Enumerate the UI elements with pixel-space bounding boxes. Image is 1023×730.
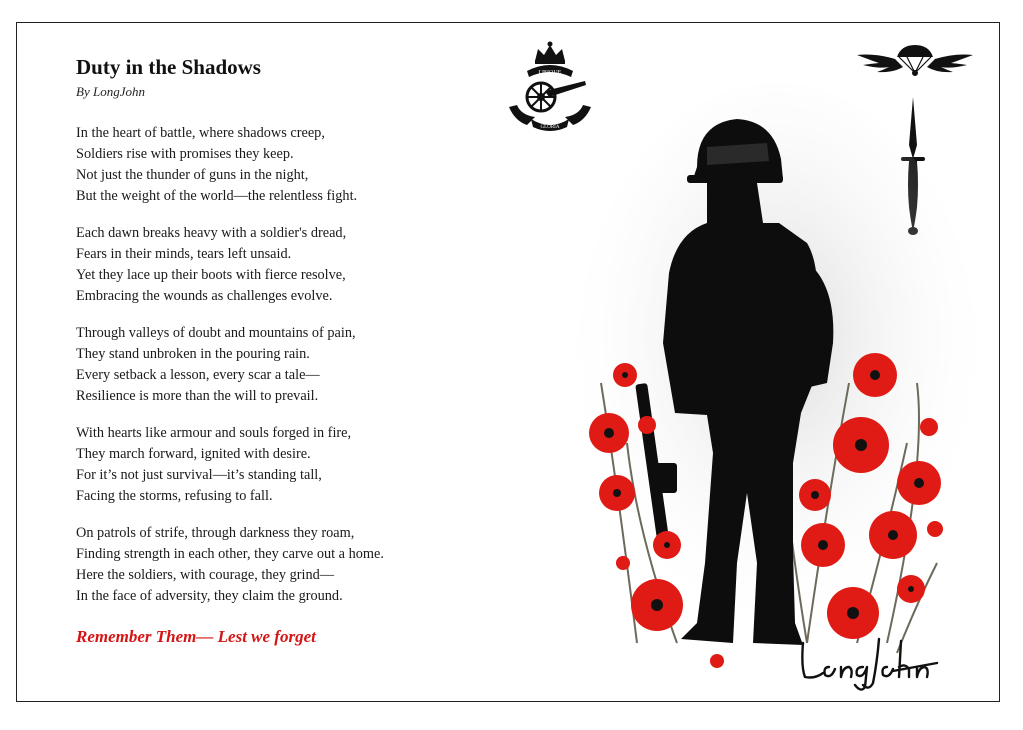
poem-line: Each dawn breaks heavy with a soldier's dread, bbox=[76, 225, 347, 241]
stanza bbox=[76, 423, 506, 507]
poppy bbox=[869, 511, 917, 559]
poem-title: Duty in the Shadows bbox=[76, 55, 261, 79]
poem-line: Resilience is more than the will to prevail. bbox=[76, 388, 319, 404]
poem-line: Finding strength in each other, they carve out a home. bbox=[76, 546, 384, 562]
poem-line: Yet they lace up their boots with fierce resolve, bbox=[76, 267, 346, 283]
poppy bbox=[631, 579, 683, 631]
poem-line: Not just the thunder of guns in the night, bbox=[76, 167, 309, 183]
poppy bbox=[710, 654, 724, 668]
poem-line: Fears in their minds, tears left unsaid. bbox=[76, 246, 292, 262]
poem-line: In the heart of battle, where shadows creep, bbox=[76, 125, 325, 141]
artist-signature bbox=[797, 633, 947, 693]
poem-line: Here the soldiers, with courage, they grind— bbox=[76, 567, 335, 583]
poppy bbox=[897, 575, 925, 603]
poppy bbox=[853, 353, 897, 397]
stanza bbox=[76, 523, 506, 607]
poem-author: By LongJohn bbox=[76, 84, 145, 99]
poppy bbox=[801, 523, 845, 567]
soldier-poppies-illustration bbox=[557, 83, 977, 698]
poem-stanzas bbox=[76, 123, 506, 607]
svg-text:GLORIA: GLORIA bbox=[540, 125, 560, 130]
svg-text:UBIQUE: UBIQUE bbox=[538, 70, 562, 76]
poem-line: Facing the storms, refusing to fall. bbox=[76, 488, 273, 504]
poem-line: For it’s not just survival—it’s standing tall, bbox=[76, 467, 322, 483]
poppy bbox=[613, 363, 637, 387]
stanza bbox=[76, 223, 506, 307]
poppy bbox=[589, 413, 629, 453]
stanza bbox=[76, 323, 506, 407]
poem-line: On patrols of strife, through darkness they roam, bbox=[76, 525, 355, 541]
poem-line: Soldiers rise with promises they keep. bbox=[76, 146, 294, 162]
poppy bbox=[920, 418, 938, 436]
poem-line: Through valleys of doubt and mountains of pain, bbox=[76, 325, 356, 341]
closing-line: Remember Them— Lest we forget bbox=[76, 627, 316, 646]
poem-line: But the weight of the world—the relentless fight. bbox=[76, 188, 358, 204]
poem-card bbox=[16, 22, 1000, 702]
poppy bbox=[833, 417, 889, 473]
poem-line: They stand unbroken in the pouring rain. bbox=[76, 346, 310, 362]
poppy bbox=[653, 531, 681, 559]
poem-text-column bbox=[76, 53, 506, 647]
poppy bbox=[638, 416, 656, 434]
poppy bbox=[599, 475, 635, 511]
poppy bbox=[827, 587, 879, 639]
poppy bbox=[616, 556, 630, 570]
poem-line: In the face of adversity, they claim the ground. bbox=[76, 588, 343, 604]
stanza bbox=[76, 123, 506, 207]
poem-line: With hearts like armour and souls forged in fire, bbox=[76, 425, 352, 441]
poem-line: Embracing the wounds as challenges evolve. bbox=[76, 288, 333, 304]
poppy bbox=[927, 521, 943, 537]
poppy bbox=[897, 461, 941, 505]
parachute-wings-icon bbox=[855, 37, 975, 87]
poem-line: Every setback a lesson, every scar a tale— bbox=[76, 367, 320, 383]
poem-line: They march forward, ignited with desire. bbox=[76, 446, 311, 462]
poppy bbox=[799, 479, 831, 511]
